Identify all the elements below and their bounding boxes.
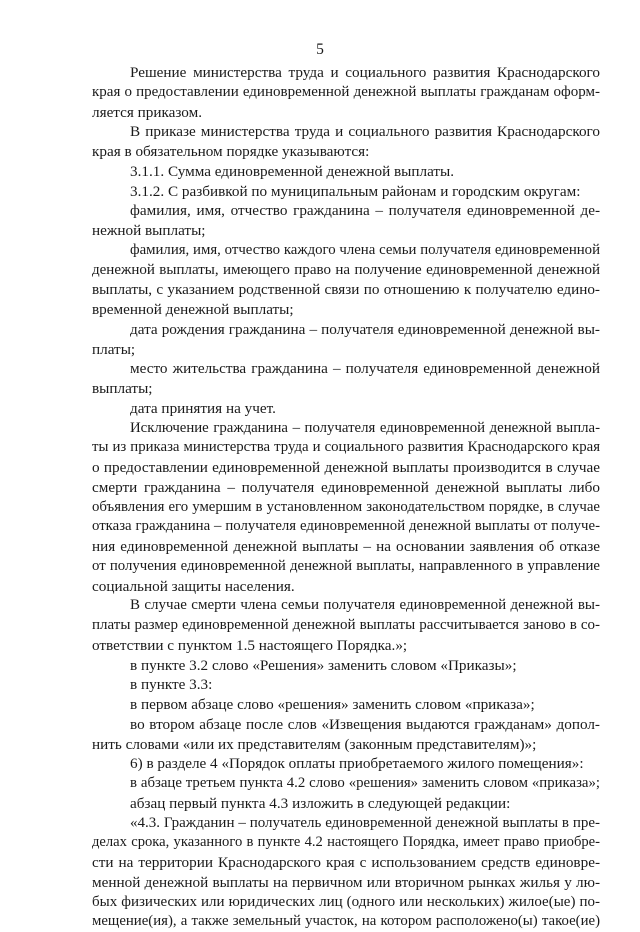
page-number: 5 (316, 41, 324, 58)
text-line: денежной выплаты, имеющего право на получение единовременной денежной (92, 261, 600, 278)
text-line: отказа гражданина – получателя единовременной денежной выплаты от получе- (92, 518, 600, 535)
text-line: объявления его умершим в установленном законодательством порядке, в случае (92, 498, 600, 515)
text-line: дата рождения гражданина – получателя единовременной денежной вы- (130, 320, 600, 338)
text-line: ты из приказа министерства труда и социального развития Краснодарского края (92, 439, 600, 456)
text-line: в первом абзаце слово «решения» заменить словом «приказа»; (130, 696, 535, 713)
text-line: в пункте 3.2 слово «Решения» заменить словом «Приказы»; (130, 656, 517, 674)
text-line: нить словами «или их представителям (законным представителям)»; (92, 735, 537, 753)
text-line: В случае смерти члена семьи получателя единовременной денежной вы- (130, 597, 600, 614)
text-line: социальной защиты населения. (92, 577, 295, 595)
text-line: сти на территории Краснодарского края с использованием средств единовре- (92, 854, 600, 871)
text-line: Исключение гражданина – получателя единовременной денежной выпла- (130, 419, 600, 436)
text-line: делах срока, указанного в пункте 4.2 настоящего Порядка, имеет право приобре- (92, 834, 600, 851)
text-line: «4.3. Гражданин – получатель единовременной денежной выплаты в пре- (130, 814, 600, 831)
text-line: временной денежной выплаты; (92, 301, 294, 318)
text-line: 6) в разделе 4 «Порядок оплаты приобретаемого жилого помещения»: (130, 755, 584, 773)
text-line: платы; (92, 340, 136, 358)
text-line: нежной выплаты; (92, 222, 206, 239)
text-line: место жительства гражданина – получателя единовременной денежной (130, 360, 600, 378)
text-line: В приказе министерства труда и социального развития Краснодарского (130, 123, 600, 141)
text-line: во втором абзаце после слов «Извещения выдаются гражданам» допол- (130, 715, 600, 733)
text-line: от получения единовременной денежной выплаты, направленного в управление (92, 557, 600, 574)
text-line: дата принятия на учет. (130, 399, 276, 417)
text-line: 3.1.2. С разбивкой по муниципальным районам и городским округам: (130, 182, 581, 200)
text-line: края в обязательном порядке указываются: (92, 143, 370, 160)
text-line: ответствии с пунктом 1.5 настоящего Порядка.»; (92, 636, 408, 654)
text-line: смерти гражданина – получателя единовременной денежной выплаты либо (92, 478, 600, 496)
text-line: Решение министерства труда и социального развития Краснодарского (130, 64, 600, 81)
text-line: абзац первый пункта 4.3 изложить в следующей редакции: (130, 794, 511, 812)
text-line: в пункте 3.3: (130, 676, 213, 694)
text-line: о предоставлении единовременной денежной выплаты производится в случае (92, 459, 600, 476)
text-line: ляется приказом. (92, 103, 203, 121)
text-line: выплаты, с указанием родственной связи по отношению к получателю едино- (92, 281, 600, 299)
document-body (92, 63, 600, 932)
text-line: фамилия, имя, отчество каждого члена семьи получателя единовременной (130, 241, 600, 258)
text-line: 3.1.1. Сумма единовременной денежной выплаты. (130, 162, 455, 180)
text-line: мещение(ия), а также земельный участок, на котором расположено(ы) такое(ие) (92, 913, 600, 930)
text-line: платы размер единовременной денежной выплаты рассчитывается заново в со- (92, 617, 600, 633)
text-line: выплаты; (92, 380, 153, 397)
text-line: бых физических или юридических лиц (одного или нескольких) жилое(ые) по- (92, 893, 600, 910)
text-line: менной денежной выплаты на первичном или вторичном рынках жилья у лю- (92, 873, 600, 891)
text-line: фамилия, имя, отчество гражданина – получателя единовременной де- (130, 202, 600, 220)
text-line: края о предоставлении единовременной денежной выплаты гражданам оформ- (92, 83, 600, 100)
text-line: ния единовременной денежной выплаты – на основании заявления об отказе (92, 538, 600, 555)
text-line: в абзаце третьем пункта 4.2 слово «решения» заменить словом «приказа»; (130, 775, 600, 791)
